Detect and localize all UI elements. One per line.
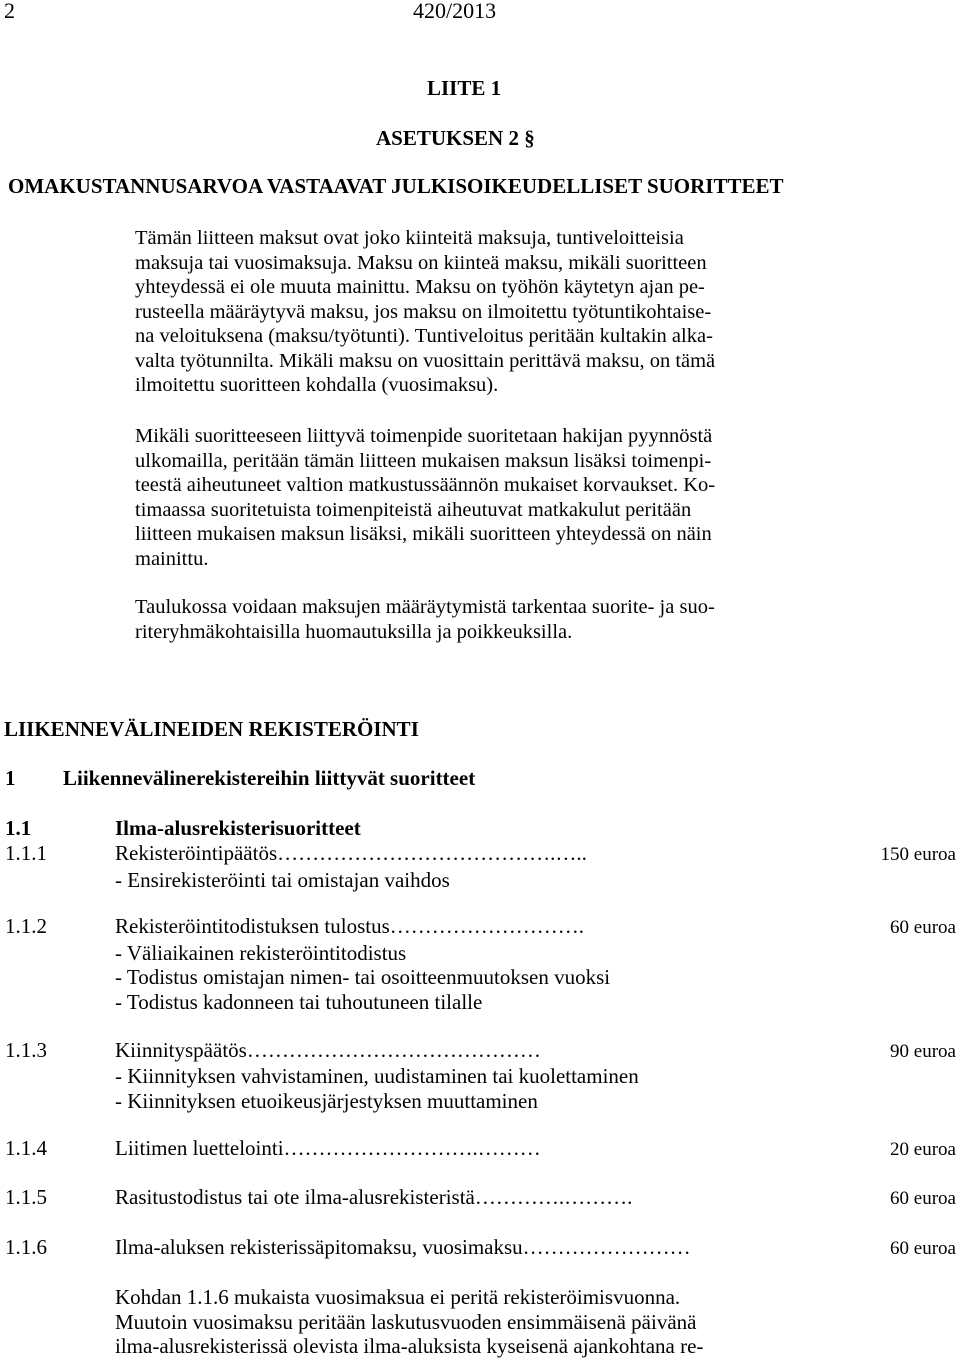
- paragraph-line: valta työtunnilta. Mikäli maksu on vuosittain perittävä maksu, on tämä: [135, 349, 716, 372]
- paragraph-line: ulkomailla, peritään tämän liitteen mukaisen maksun lisäksi toimenpi-: [135, 449, 712, 472]
- intro-paragraph-1: [135, 226, 835, 398]
- paragraph-line: riteryhmäkohtaisilla huomautuksilla ja poikkeuksilla.: [135, 620, 573, 643]
- item-price: 20 euroa: [890, 1139, 956, 1160]
- item-number: 1.1.3: [5, 1038, 47, 1062]
- intro-paragraph-3: [135, 595, 835, 644]
- fee-item: [0, 1138, 960, 1162]
- appendix-title: LIITE 1: [427, 76, 502, 100]
- paragraph-line: maksuja tai vuosimaksuja. Maksu on kiinteä maksu, mikäli suoritteen: [135, 251, 707, 274]
- item-number: 1.1.6: [5, 1235, 47, 1259]
- item-price: 60 euroa: [890, 917, 956, 938]
- fee-item: [0, 916, 960, 940]
- paragraph-line: liitteen mukaisen maksun lisäksi, mikäli suoritteen yhteydessä on näin: [135, 523, 712, 545]
- item-label: Rasitustodistus tai ote ilma-alusrekisteristä………….……….: [115, 1185, 633, 1209]
- item-label: Kiinnityspäätös……………………………………: [115, 1038, 541, 1062]
- footnote-line: Muutoin vuosimaksu peritään laskutusvuoden ensimmäisenä päivänä: [115, 1309, 697, 1334]
- item-note: - Kiinnityksen vahvistaminen, uudistaminen tai kuolettaminen: [115, 1064, 639, 1088]
- paragraph-line: ilmoitettu suoritteen kohdalla (vuosimaksu).: [135, 374, 499, 396]
- item-note: - Väliaikainen rekisteröintitodistus: [115, 941, 407, 965]
- footnote-line: ilma-alusrekisterissä olevista ilma-aluksista kyseisenä ajankohtana re-: [115, 1334, 704, 1358]
- item-note: - Kiinnityksen etuoikeusjärjestyksen muuttaminen: [115, 1089, 538, 1113]
- group-number: 1.1: [5, 816, 32, 840]
- item-label: Rekisteröintitodistuksen tulostus……………………….: [115, 914, 585, 938]
- item-price: 150 euroa: [880, 844, 956, 865]
- item-price: 60 euroa: [890, 1188, 956, 1209]
- paragraph-line: na veloituksena (maksu/työtunti). Tuntiveloitus peritään kultakin alka-: [135, 325, 713, 347]
- paragraph-line: timaassa suoritetuista toimenpiteistä aiheutuvat matkakulut peritään: [135, 498, 692, 521]
- fee-item: [0, 1040, 960, 1064]
- fee-item: [0, 1187, 960, 1211]
- item-note: - Todistus kadonneen tai tuhoutuneen tilalle: [115, 990, 483, 1014]
- paragraph-line: mainittu.: [135, 547, 209, 570]
- fee-item: [0, 843, 960, 867]
- paragraph-line: Mikäli suoritteeseen liittyvä toimenpide suoritetaan hakijan pyynnöstä: [135, 425, 713, 447]
- paragraph-line: rusteella määräytyvä maksu, jos maksu on ilmoitettu työtuntikohtaise-: [135, 300, 712, 323]
- item-number: 1.1.2: [5, 914, 47, 938]
- regulation-reference: ASETUKSEN 2 §: [376, 126, 535, 150]
- page-number: 2: [4, 0, 15, 23]
- paragraph-line: Taulukossa voidaan maksujen määräytymistä tarkentaa suorite- ja suo-: [135, 596, 715, 618]
- group-title: Ilma-alusrekisterisuoritteet: [115, 816, 361, 840]
- main-title: OMAKUSTANNUSARVOA VASTAAVAT JULKISOIKEUDELLISET SUORITTEET: [8, 174, 784, 198]
- item-note: - Ensirekisteröinti tai omistajan vaihdos: [115, 868, 450, 892]
- paragraph-line: yhteydessä ei ole muuta mainittu. Maksu on työhön käytetyn ajan pe-: [135, 276, 705, 298]
- footnote-line: Kohdan 1.1.6 mukaista vuosimaksua ei peritä rekisteröimisvuonna.: [115, 1285, 681, 1309]
- fee-item: [0, 1237, 960, 1261]
- subsection-number: 1: [5, 766, 16, 790]
- item-label: Ilma-aluksen rekisterissäpitomaksu, vuosimaksu……………………: [115, 1235, 691, 1259]
- subsection-title: Liikennevälinerekistereihin liittyvät suoritteet: [63, 766, 476, 790]
- item-label: Rekisteröintipäätös………………………………….…..: [115, 841, 587, 865]
- item-label: Liitimen luettelointi……………………….………: [115, 1136, 541, 1160]
- item-number: 1.1.5: [5, 1185, 47, 1209]
- item-number: 1.1.1: [5, 841, 47, 865]
- document-number: 420/2013: [413, 0, 497, 23]
- item-price: 90 euroa: [890, 1041, 956, 1062]
- section-heading: LIIKENNEVÄLINEIDEN REKISTERÖINTI: [4, 717, 419, 741]
- paragraph-line: teestä aiheutuneet valtion matkustussäännön mukaiset korvaukset. Ko-: [135, 474, 716, 496]
- item-price: 60 euroa: [890, 1238, 956, 1259]
- item-number: 1.1.4: [5, 1136, 47, 1160]
- footnote: [115, 1285, 703, 1359]
- item-note: - Todistus omistajan nimen- tai osoitteenmuutoksen vuoksi: [115, 965, 611, 989]
- intro-paragraph-2: [135, 424, 835, 571]
- paragraph-line: Tämän liitteen maksut ovat joko kiinteitä maksuja, tuntiveloitteisia: [135, 227, 684, 249]
